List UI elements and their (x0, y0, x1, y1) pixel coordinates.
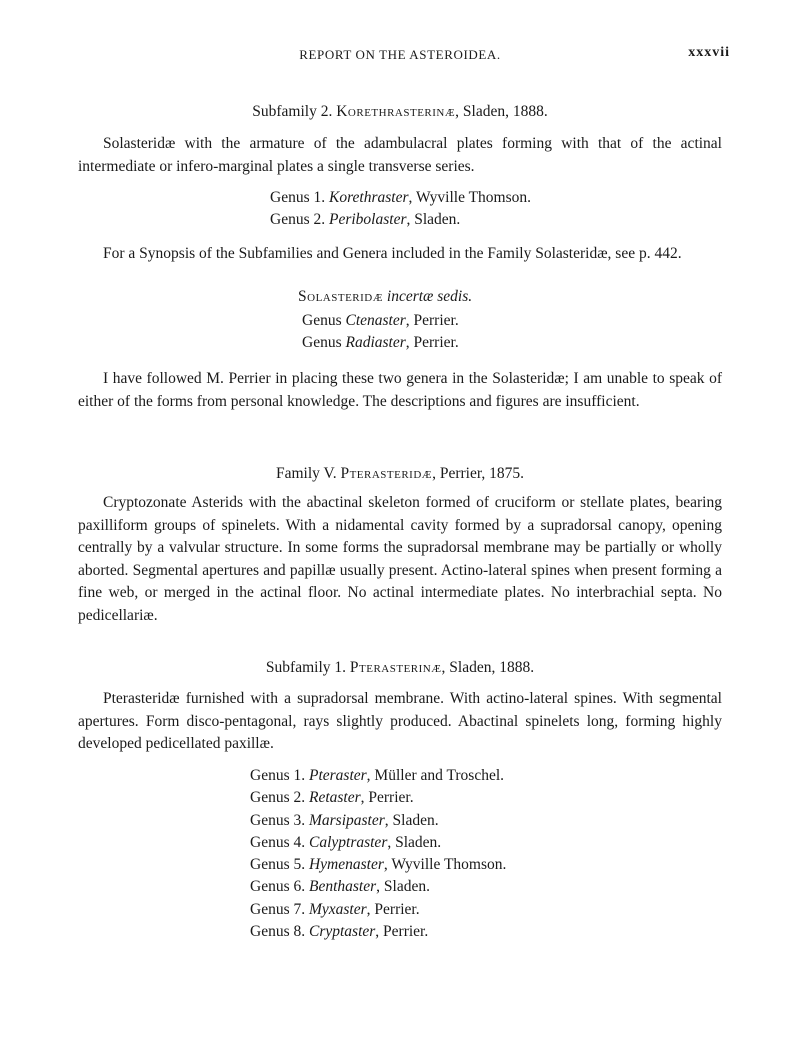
incertae-genus-list (302, 310, 459, 355)
genus-entry: Genus Radiaster, Perrier. (302, 334, 459, 352)
genus-entry: Genus 7. Myxaster, Perrier. (250, 900, 420, 918)
genus-entry: Genus 5. Hymenaster, Wyville Thomson. (250, 856, 507, 874)
genus-entry: Genus 1. Pteraster, Müller and Troschel. (250, 767, 505, 784)
korethrasterinae-genus-list (270, 187, 531, 232)
running-header (0, 44, 800, 64)
genus-entry: Genus 1. Korethraster, Wyville Thomson. (270, 189, 531, 206)
family-pterasteridae-heading: Family V. Pterasteridæ, Perrier, 1875. (275, 465, 525, 482)
genus-entry: Genus 2. Retaster, Perrier. (250, 789, 414, 807)
pterasteridae-description: Cryptozonate Asterids with the abactinal skeleton formed of cruciform or stellate plates, bearing paxilliform groups of spinelets. With a nidamental cavity formed by a supradorsal canopy, opening centrally by a valvular structure. In some forms the supradorsal membrane may be partially or wholly aborted. Segmental apertures and papillæ usually present. Actino-lateral spines when present forming a fine web, or merged in the actinal floor. No actinal intermediate plates. No interbrachial septa. No pedicellariæ. (78, 494, 722, 624)
subfamily-pterasterinae-heading: Subfamily 1. Pterasterinæ, Sladen, 1888. (265, 659, 535, 676)
genus-entry: Genus Ctenaster, Perrier. (302, 312, 459, 329)
incertae-sedis-heading: Solasteridæ incertæ sedis. (298, 288, 473, 305)
running-title: REPORT ON THE ASTEROIDEA. (299, 47, 501, 62)
genus-entry: Genus 4. Calyptraster, Sladen. (250, 833, 442, 851)
subfamily-korethrasterinae-heading: Subfamily 2. Korethrasterinæ, Sladen, 1888. (252, 103, 548, 120)
pterasterinae-description: Pterasteridæ furnished with a supradorsal membrane. With actino-lateral spines. With segmental apertures. Form disco-pentagonal, rays slightly produced. Abactinal spinelets long, forming highly developed pedicellated paxillæ. (78, 690, 722, 752)
synopsis-note: For a Synopsis of the Subfamilies and Genera included in the Family Solasteridæ, see p. 442. (103, 245, 682, 262)
genus-entry: Genus 2. Peribolaster, Sladen. (270, 211, 461, 229)
pterasterinae-genus-list (250, 765, 506, 943)
korethrasterinae-description: Solasteridæ with the armature of the adambulacral plates forming with that of the actinal intermediate or infero-marginal plates a single transverse series. (78, 135, 722, 175)
genus-entry: Genus 6. Benthaster, Sladen. (250, 878, 430, 896)
incertae-note: I have followed M. Perrier in placing these two genera in the Solasteridæ; I am unable to speak of either of the forms from personal knowledge. The descriptions and figures are insufficient. (78, 370, 722, 410)
genus-entry: Genus 3. Marsipaster, Sladen. (250, 811, 439, 829)
genus-entry: Genus 8. Cryptaster, Perrier. (250, 923, 429, 941)
page-number: xxxvii (688, 45, 730, 60)
